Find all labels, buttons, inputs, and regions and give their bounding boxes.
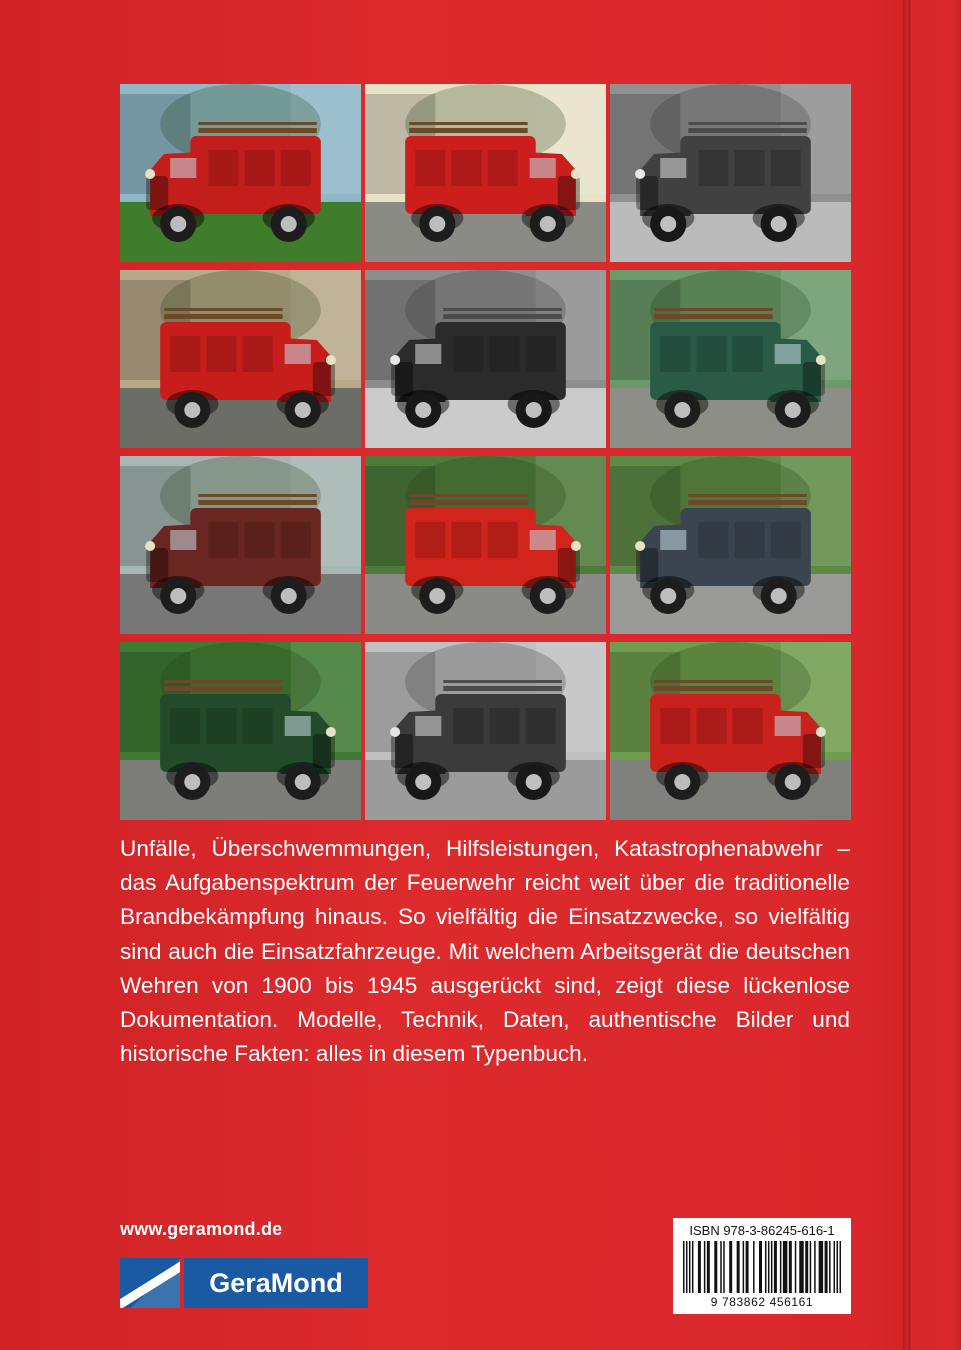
isbn-label: ISBN 978-3-86245-616-1 [689, 1223, 835, 1238]
isbn-barcode [673, 1218, 851, 1314]
fire-truck-photo [365, 456, 606, 634]
publisher-website: www.geramond.de [120, 1219, 283, 1239]
fire-truck-photo [610, 84, 851, 262]
fire-truck-photo [120, 84, 361, 262]
fire-truck-photo [610, 456, 851, 634]
fire-truck-photo [610, 642, 851, 820]
fire-truck-photo [365, 84, 606, 262]
book-blurb: Unfälle, Überschwemmungen, Hilfsleistungen, Katastrophenabwehr – das Aufgabenspektrum der Feuerwehr reicht weit über die traditionelle Brandbekämpfung hinaus. So vielfältig die Einsatzzwecke, so vielfältig sind auch die Einsatzfahrzeuge. Mit welchem Arbeitsgerät die deutschen Wehren von 1900 bis 1945 ausgerückt sind, zeigt diese lückenlose Dokumentation. Modelle, Technik, Daten, authentische Bilder und historische Fakten: alles in diesem Typenbuch. [120, 836, 850, 1067]
barcode-bars [679, 1241, 845, 1293]
publisher-logo [120, 1258, 368, 1308]
book-spine-edge [903, 0, 961, 1350]
fire-truck-photo [365, 642, 606, 820]
publisher-logo-name: GeraMond [184, 1258, 368, 1308]
spine-fold-line [908, 0, 911, 1350]
photo-grid [120, 84, 851, 820]
fire-truck-photo [365, 270, 606, 448]
barcode-digits: 9 783862 456161 [710, 1295, 814, 1309]
geramond-logo-icon [120, 1258, 180, 1308]
fire-truck-photo [120, 642, 361, 820]
fire-truck-photo [120, 270, 361, 448]
fire-truck-photo [120, 456, 361, 634]
fire-truck-photo [610, 270, 851, 448]
